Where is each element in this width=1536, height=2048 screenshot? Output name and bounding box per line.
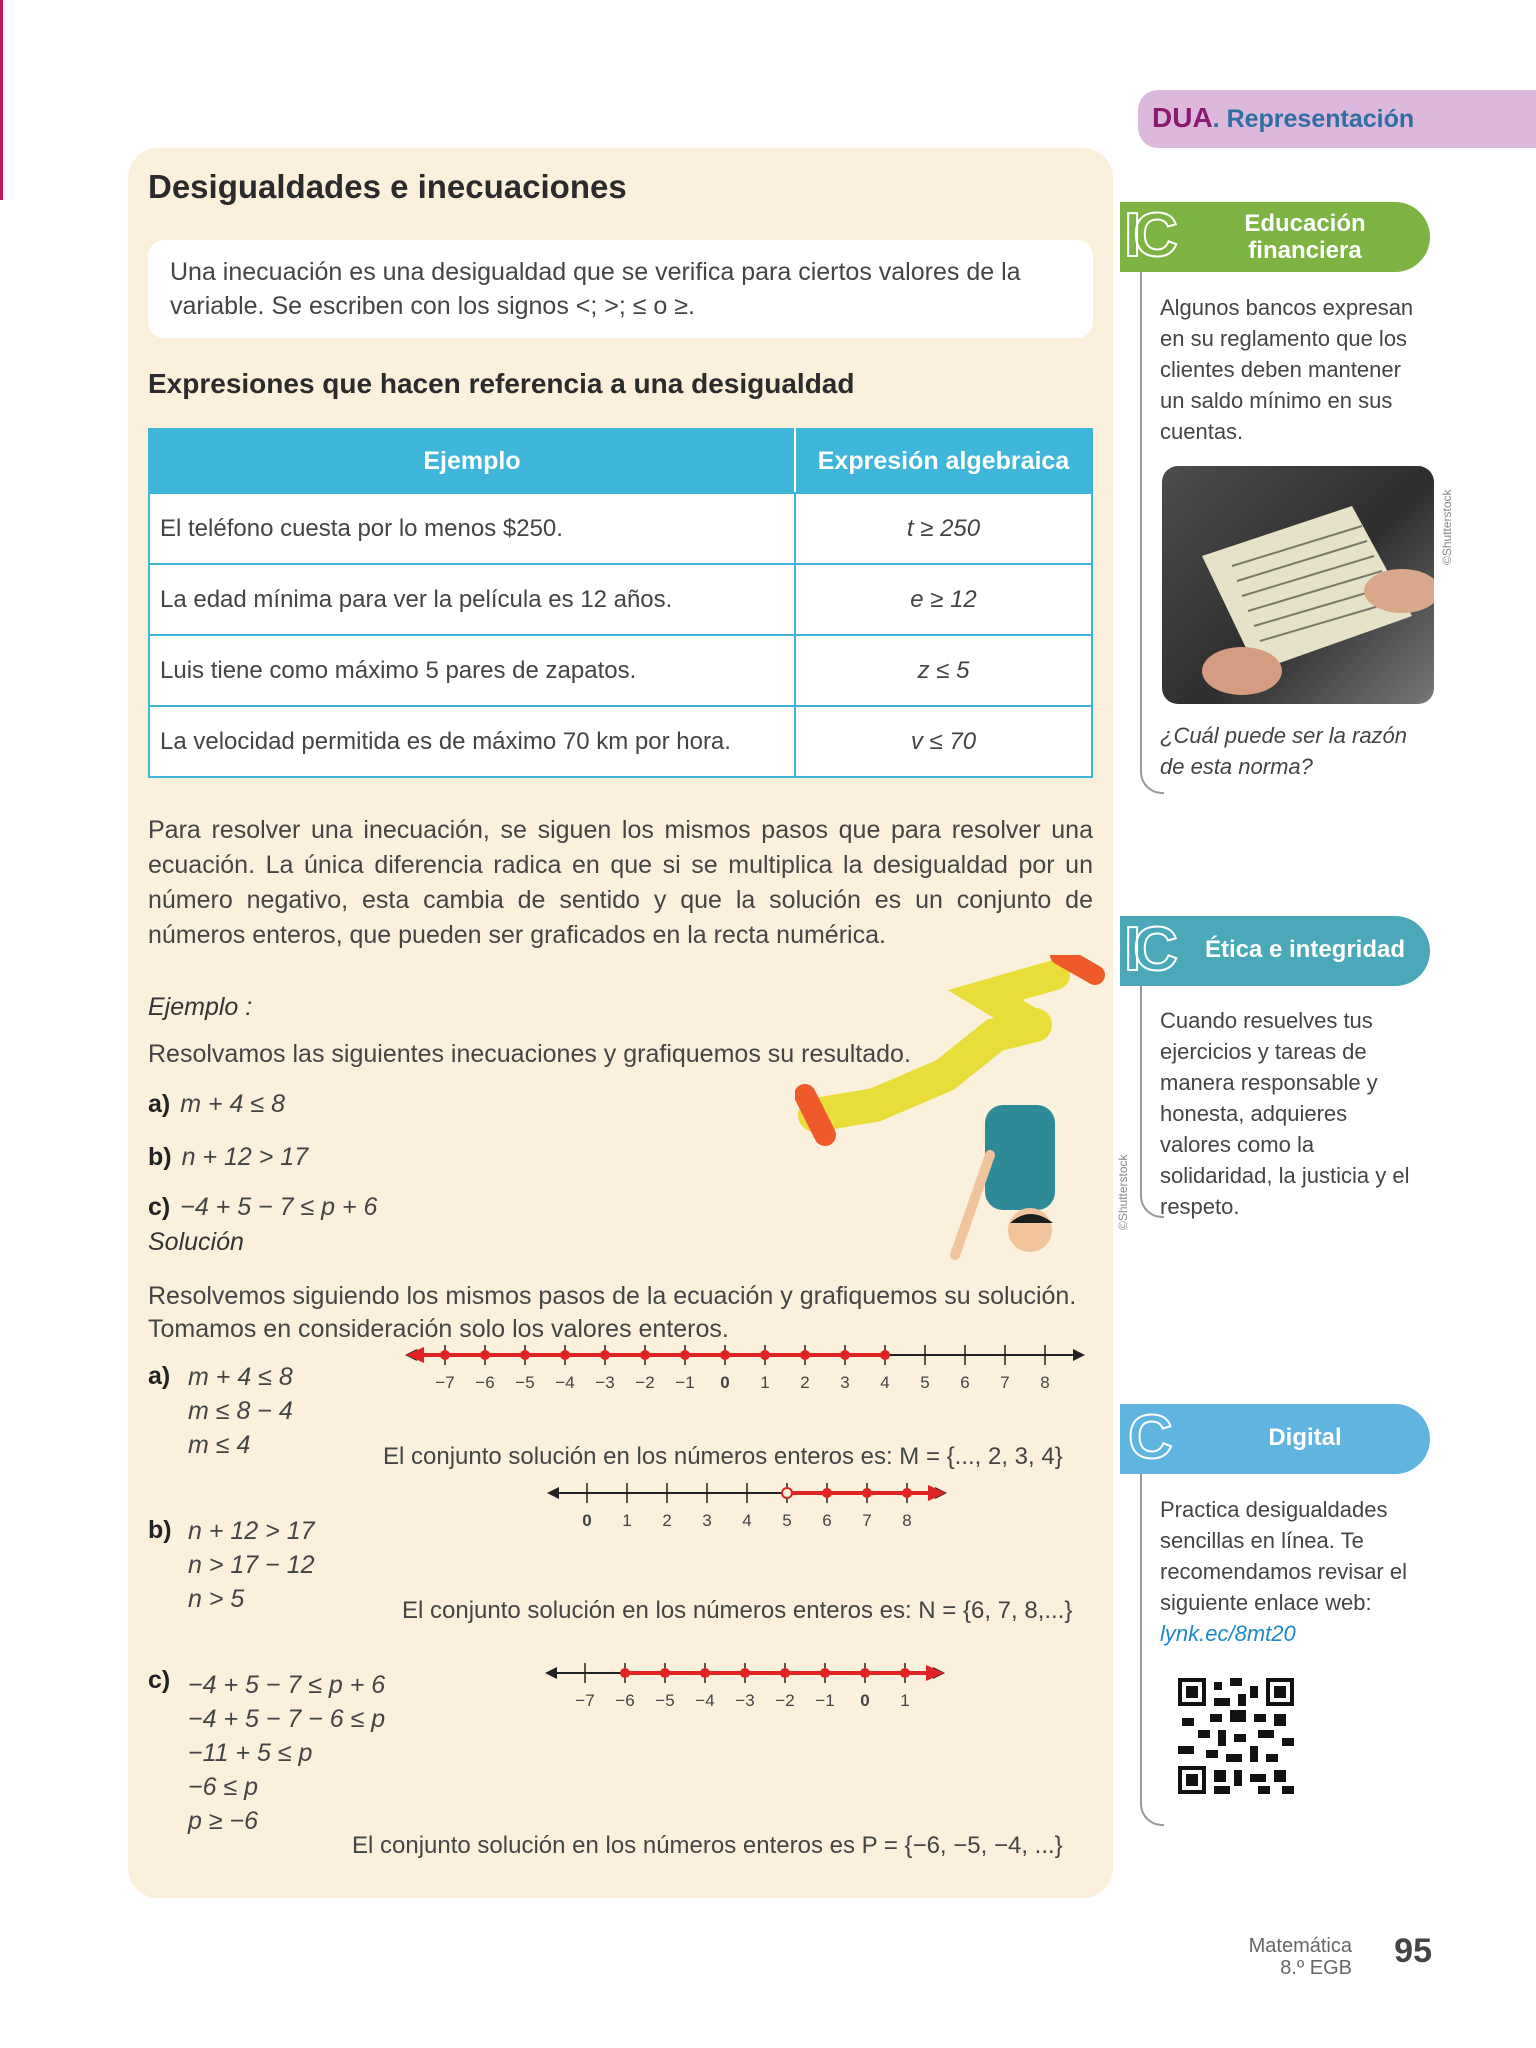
solution-intro: Resolvemos siguiendo los mismos pasos de la ecuación y grafiquemos su solución. Tomamos en consideración solo los valores enteros. [148,1282,1077,1343]
axis-arrow-left [545,1667,557,1679]
solution-point [480,1350,490,1360]
table-header-example: Ejemplo [149,429,795,493]
solution-a-label: a) [148,1362,171,1390]
finance-title-line2: financiera [1248,237,1362,264]
table-header-row [149,429,1092,493]
solution-point [600,1350,610,1360]
solution-point [822,1488,832,1498]
tick-label: 8 [902,1511,912,1530]
solution-arrow [928,1485,946,1501]
solution-point [520,1350,530,1360]
number-line-c [535,1658,1055,1718]
tick-label: 3 [840,1373,850,1392]
solution-c-set: El conjunto solución en los números enteros es P = {−6, −5, −4, ...} [352,1832,1063,1859]
finance-title-line1: Educación [1244,210,1366,237]
tick-label: −2 [775,1691,795,1710]
dua-title: DUA. Representación [1152,102,1415,133]
problem-b: b) n + 12 > 17 [148,1143,309,1171]
solution-arrow [406,1347,424,1363]
step-line: −6 ≤ p [188,1773,259,1801]
step-line: n > 5 [188,1585,245,1613]
tick-label: 4 [742,1511,752,1530]
tick-label: 0 [860,1691,870,1710]
tick-label: −3 [735,1691,755,1710]
digital-text [1160,1494,1420,1649]
tick-label: −4 [695,1691,715,1710]
finance-question: ¿Cuál puede ser la razón de esta norma? [1160,723,1408,779]
digital-description: Practica desigualdades sencillas en línea. Te recomendamos revisar el siguiente enlace web: [1160,1497,1407,1615]
ic-icon: IC [1124,915,1170,984]
table-cell-expression: z ≤ 5 [795,635,1092,706]
ethics-title: Ética e integridad [1204,936,1406,963]
tick-label: 3 [702,1511,712,1530]
tick-label: 1 [900,1691,910,1710]
definition-text: Una inecuación es una desigualdad que se verifica para ciertos valores de la variable. Se escriben con los signos <; >; ≤ o ≥. [170,258,1021,320]
c-icon: C [1128,1403,1165,1472]
number-line-b [535,1478,1075,1538]
section-subtitle: Expresiones que hacen referencia a una desigualdad [148,368,855,399]
photo-illustration [1162,466,1434,704]
solution-point [640,1350,650,1360]
open-point [782,1488,792,1498]
page-edge-accent [0,0,3,200]
ethics-text: Cuando resuelves tus ejercicios y tareas de manera responsable y honesta, adquieres valores como la solidaridad, la justicia y el respeto. [1160,1008,1410,1219]
tick-label: 5 [920,1373,930,1392]
tick-label: 6 [822,1511,832,1530]
explanation-paragraph: Para resolver una inecuación, se siguen los mismos pasos que para resolver una ecuación. La única diferencia radica en que si se multiplica la desigualdad por un número negativo, esta cambia de sentido y que la solución es un conjunto de números enteros, que pueden ser graficados en la recta numérica. [148,816,1093,949]
solution-point [680,1350,690,1360]
figure-credit: ©Shutterstock [1116,1154,1130,1230]
acrobat-illustration [795,955,1115,1275]
finance-text: Algunos bancos expresan en su reglamento que los clientes deben mantener un saldo mínimo en sus cuentas. [1160,295,1414,444]
tick-label: 6 [960,1373,970,1392]
solution-point [840,1350,850,1360]
tick-label: −2 [635,1373,655,1392]
solution-point [880,1350,890,1360]
step-line: −11 + 5 ≤ p [188,1739,313,1767]
solution-a-steps [188,1360,293,1462]
table-header-expression: Expresión algebraica [795,429,1092,493]
tick-label: 4 [880,1373,890,1392]
finance-header [1120,202,1430,272]
table-cell-example: Luis tiene como máximo 5 pares de zapatos. [149,635,795,706]
tick-label: 1 [622,1511,632,1530]
example-intro: Resolvamos las siguientes inecuaciones y grafiquemos su resultado. [148,1040,911,1068]
solution-point [860,1668,870,1678]
photo-credit: ©Shutterstock [1440,489,1454,565]
solution-point [862,1488,872,1498]
digital-header [1120,1404,1430,1474]
example-label: Ejemplo : [148,993,253,1021]
tick-label: 0 [720,1373,730,1392]
solution-label: Solución [148,1228,244,1256]
table-row [149,635,1092,706]
tick-label: 5 [782,1511,792,1530]
solution-point [660,1668,670,1678]
tick-label: −1 [675,1373,695,1392]
digital-link[interactable]: lynk.ec/8mt20 [1160,1621,1296,1646]
tick-label: −5 [655,1691,675,1710]
tick-label: 2 [662,1511,672,1530]
table-cell-expression: e ≥ 12 [795,564,1092,635]
footer-grade: 8.º EGB [1280,1957,1352,1979]
solution-point [902,1488,912,1498]
tick-label: 7 [862,1511,872,1530]
step-line: n > 17 − 12 [188,1551,315,1579]
solution-point [440,1350,450,1360]
table-row [149,706,1092,777]
ethics-header [1120,916,1430,986]
solution-point [900,1668,910,1678]
bank-document-photo [1162,466,1434,704]
step-line: −4 + 5 − 7 − 6 ≤ p [188,1705,386,1733]
solution-b-steps [188,1514,315,1616]
step-line: m + 4 ≤ 8 [188,1363,293,1391]
qr-code[interactable] [1178,1678,1294,1794]
tick-label: −7 [575,1691,595,1710]
tick-label: 2 [800,1373,810,1392]
tick-label: 0 [582,1511,592,1530]
solution-point [800,1350,810,1360]
tick-label: 7 [1000,1373,1010,1392]
table-cell-example: El teléfono cuesta por lo menos $250. [149,493,795,564]
solution-c-steps [188,1668,385,1838]
solution-point [780,1668,790,1678]
table-row [149,493,1092,564]
solution-c-label: c) [148,1666,171,1694]
solution-point [760,1350,770,1360]
table-cell-example: La velocidad permitida es de máximo 70 km por hora. [149,706,795,777]
solution-b-label: b) [148,1516,172,1544]
tick-label: −4 [555,1373,575,1392]
expressions-table [148,428,1093,778]
footer-subject [1249,1935,1352,1979]
tick-label: −6 [475,1373,495,1392]
digital-title: Digital [1268,1424,1342,1451]
solution-point [620,1668,630,1678]
ic-icon: IC [1124,201,1170,270]
axis-arrow-left [547,1487,559,1499]
table-cell-example: La edad mínima para ver la película es 12 años. [149,564,795,635]
step-line: p ≥ −6 [188,1807,259,1835]
step-line: m ≤ 8 − 4 [188,1397,293,1425]
step-line: n + 12 > 17 [188,1517,315,1545]
tick-label: −1 [815,1691,835,1710]
table-cell-expression: t ≥ 250 [795,493,1092,564]
tick-label: −3 [595,1373,615,1392]
footer-subject-text: Matemática [1248,1935,1352,1957]
step-line: m ≤ 4 [188,1431,251,1459]
solution-point [560,1350,570,1360]
solution-a-set: El conjunto solución en los números enteros es: M = {..., 2, 3, 4} [383,1443,1063,1470]
solution-arrow [926,1665,944,1681]
solution-point [700,1668,710,1678]
page-number: 95 [1394,1932,1432,1970]
solution-b-set: El conjunto solución en los números enteros es: N = {6, 7, 8,...} [402,1597,1073,1624]
table-cell-expression: v ≤ 70 [795,706,1092,777]
tick-label: −7 [435,1373,455,1392]
table-row [149,564,1092,635]
page-title: Desigualdades e inecuaciones [148,168,627,205]
step-line: −4 + 5 − 7 ≤ p + 6 [188,1671,386,1699]
problem-c: c) −4 + 5 − 7 ≤ p + 6 [148,1193,378,1221]
number-line-a [395,1340,1095,1400]
problem-a: a) m + 4 ≤ 8 [148,1090,285,1118]
axis-arrow-right [1073,1349,1085,1361]
tick-label: 8 [1040,1373,1050,1392]
solution-point [740,1668,750,1678]
tick-label: −5 [515,1373,535,1392]
solution-point [720,1350,730,1360]
tick-label: 1 [760,1373,770,1392]
solution-point [820,1668,830,1678]
tick-label: −6 [615,1691,635,1710]
